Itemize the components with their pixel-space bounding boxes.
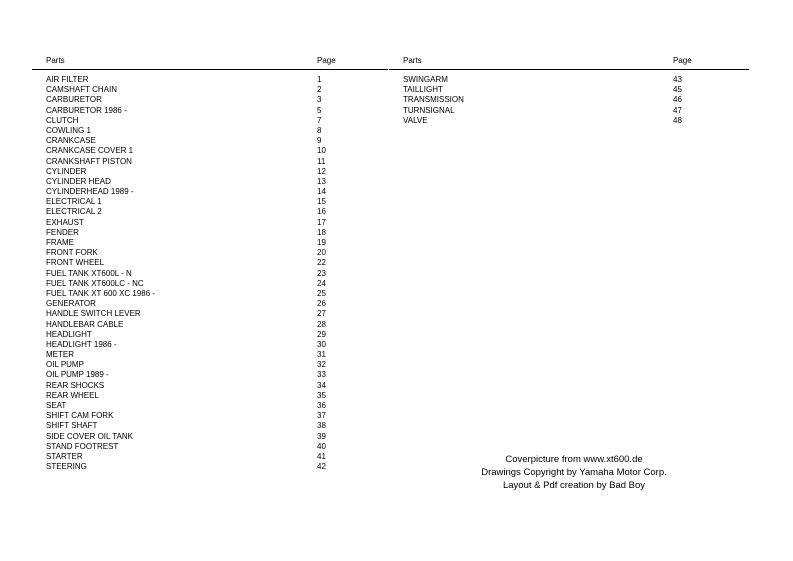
part-name[interactable]: SHIFT SHAFT (46, 421, 98, 431)
page-number[interactable]: 1 (317, 75, 322, 84)
page-number[interactable]: 25 (317, 288, 326, 298)
part-name[interactable]: HEADLIGHT (46, 329, 92, 339)
page-number[interactable]: 46 (673, 95, 682, 105)
part-name[interactable]: FENDER (46, 227, 79, 237)
page-number[interactable]: 7 (317, 115, 322, 125)
part-name[interactable]: CARBURETOR (46, 95, 102, 105)
part-name[interactable]: HANDLE SWITCH LEVER (46, 309, 141, 319)
parts-row[interactable] (32, 381, 388, 391)
parts-row[interactable] (32, 279, 388, 289)
part-name[interactable]: AIR FILTER (46, 75, 89, 84)
parts-row[interactable] (32, 370, 388, 380)
page-number[interactable]: 19 (317, 238, 326, 247)
page-number[interactable]: 45 (673, 85, 682, 95)
parts-row[interactable] (32, 462, 388, 472)
page-number[interactable]: 27 (317, 309, 326, 319)
parts-row[interactable] (32, 238, 388, 248)
part-name[interactable]: HEADLIGHT 1986 - (46, 339, 117, 349)
part-name[interactable]: STARTER (46, 451, 83, 461)
parts-row[interactable] (32, 177, 388, 187)
part-name[interactable]: CYLINDERHEAD 1989 - (46, 187, 134, 197)
parts-row[interactable] (32, 126, 388, 136)
page-number[interactable]: 8 (317, 125, 322, 135)
page-number[interactable]: 48 (673, 115, 682, 125)
part-name[interactable]: CARBURETOR 1986 - (46, 105, 127, 115)
parts-row[interactable] (32, 116, 388, 126)
part-name[interactable]: TAILLIGHT (403, 85, 443, 95)
parts-row[interactable] (32, 320, 388, 330)
page-number[interactable]: 24 (317, 278, 326, 288)
parts-row[interactable] (32, 452, 388, 462)
credits-line-cover: Coverpicture from www.xt600.de (505, 454, 643, 465)
part-name[interactable]: STAND FOOTREST (46, 441, 119, 451)
page-number[interactable]: 10 (317, 146, 326, 156)
parts-row[interactable] (32, 350, 388, 360)
part-name[interactable]: FUEL TANK XT 600 XC 1986 - (46, 288, 156, 298)
page-number[interactable]: 40 (317, 441, 326, 451)
part-name[interactable]: ELECTRICAL 2 (46, 207, 102, 217)
page-number[interactable]: 42 (317, 462, 326, 472)
parts-row[interactable] (32, 248, 388, 258)
part-name[interactable]: CRANKSHAFT PISTON (46, 156, 132, 166)
part-name[interactable]: SHIFT CAM FORK (46, 411, 114, 421)
part-name[interactable]: TURNSIGNAL (403, 105, 455, 115)
page-number[interactable]: 33 (317, 370, 326, 380)
parts-row[interactable] (32, 85, 388, 95)
parts-column-header: Parts (46, 56, 65, 65)
page-number[interactable]: 28 (317, 319, 326, 329)
page-number[interactable]: 20 (317, 248, 326, 258)
part-name[interactable]: FUEL TANK XT600LC - NC (46, 278, 144, 288)
part-name[interactable]: SEAT (46, 401, 67, 410)
part-name[interactable]: SWINGARM (403, 75, 448, 84)
part-name[interactable]: SIDE COVER OIL TANK (46, 431, 133, 441)
parts-row[interactable] (32, 167, 388, 177)
credits-line-layout: Layout & Pdf creation by Bad Boy (502, 480, 646, 491)
parts-row[interactable] (32, 207, 388, 217)
left-parts-table (32, 56, 388, 472)
page-number[interactable]: 22 (317, 258, 326, 268)
page-number[interactable]: 9 (317, 136, 322, 146)
parts-row[interactable] (32, 136, 388, 146)
parts-row[interactable] (32, 330, 388, 340)
part-name[interactable]: EXHAUST (46, 217, 84, 227)
part-name[interactable]: FRONT FORK (46, 248, 98, 258)
page-number[interactable]: 43 (673, 75, 682, 84)
part-name[interactable]: FRAME (46, 238, 74, 247)
page-number[interactable]: 35 (317, 390, 326, 400)
parts-row[interactable] (32, 157, 388, 167)
part-name[interactable]: CAMSHAFT CHAIN (46, 85, 117, 95)
parts-row[interactable] (389, 95, 749, 105)
part-name[interactable]: CLUTCH (46, 115, 79, 125)
page-number[interactable]: 2 (317, 85, 322, 95)
page-number[interactable]: 31 (317, 350, 326, 360)
parts-row[interactable] (32, 299, 388, 309)
parts-row[interactable] (32, 340, 388, 350)
page-number[interactable]: 32 (317, 360, 326, 370)
page-number[interactable]: 30 (317, 339, 326, 349)
left-table-rows (32, 75, 388, 472)
parts-row[interactable] (389, 85, 749, 95)
part-name[interactable]: COWLING 1 (46, 125, 91, 135)
right-table-rows (389, 75, 749, 126)
parts-row[interactable] (389, 75, 749, 85)
page-number[interactable]: 29 (317, 329, 326, 339)
parts-row[interactable] (32, 432, 388, 442)
part-name[interactable]: REAR SHOCKS (46, 380, 105, 390)
parts-row[interactable] (32, 197, 388, 207)
parts-row[interactable] (32, 411, 388, 421)
page-number[interactable]: 26 (317, 299, 326, 309)
credits-line-copyright: Drawings Copyright by Yamaha Motor Corp. (481, 467, 667, 478)
page-number[interactable]: 36 (317, 401, 326, 410)
left-table-header (32, 56, 388, 70)
parts-row[interactable] (32, 289, 388, 299)
parts-row[interactable] (32, 421, 388, 431)
page-number[interactable]: 12 (317, 166, 326, 176)
part-name[interactable]: REAR WHEEL (46, 390, 99, 400)
parts-row[interactable] (32, 360, 388, 370)
parts-row[interactable] (32, 401, 388, 411)
part-name[interactable]: ELECTRICAL 1 (46, 197, 102, 207)
part-name[interactable]: FRONT WHEEL (46, 258, 105, 268)
parts-column-header: Parts (403, 56, 422, 65)
right-table-header (389, 56, 749, 70)
right-parts-table (389, 56, 749, 126)
page-number[interactable]: 37 (317, 411, 326, 421)
parts-row[interactable] (32, 309, 388, 319)
parts-row[interactable] (32, 391, 388, 401)
part-name[interactable]: OIL PUMP (46, 360, 84, 370)
parts-row[interactable] (32, 95, 388, 105)
part-name[interactable]: VALVE (403, 115, 428, 125)
page-number[interactable]: 11 (317, 156, 326, 166)
page-number[interactable]: 39 (317, 431, 326, 441)
parts-row[interactable] (389, 106, 749, 116)
parts-row[interactable] (32, 75, 388, 85)
page-number[interactable]: 16 (317, 207, 326, 217)
page-number[interactable]: 5 (317, 105, 322, 115)
part-name[interactable]: HANDLEBAR CABLE (46, 319, 124, 329)
part-name[interactable]: METER (46, 350, 74, 360)
parts-row[interactable] (32, 187, 388, 197)
page-column-header: Page (317, 56, 336, 65)
parts-row[interactable] (32, 106, 388, 116)
page-number[interactable]: 41 (317, 451, 326, 461)
page-column-header: Page (673, 56, 692, 65)
parts-row[interactable] (32, 258, 388, 268)
part-name[interactable]: CRANKCASE (46, 136, 96, 146)
parts-row[interactable] (32, 269, 388, 279)
part-name[interactable]: CYLINDER HEAD (46, 176, 111, 186)
parts-row[interactable] (389, 116, 749, 126)
page-number[interactable]: 47 (673, 105, 682, 115)
parts-row[interactable] (32, 146, 388, 156)
page-number[interactable]: 15 (317, 197, 326, 207)
page-number[interactable]: 38 (317, 421, 326, 431)
parts-row[interactable] (32, 228, 388, 238)
part-name[interactable]: TRANSMISSION (403, 95, 464, 105)
page-number[interactable]: 14 (317, 187, 326, 197)
part-name[interactable]: CYLINDER (46, 166, 87, 176)
page-number[interactable]: 18 (317, 227, 326, 237)
part-name[interactable]: GENERATOR (46, 299, 96, 309)
page-number[interactable]: 34 (317, 380, 326, 390)
page-number[interactable]: 13 (317, 176, 326, 186)
page-number[interactable]: 23 (317, 268, 326, 278)
part-name[interactable]: FUEL TANK XT600L - N (46, 268, 132, 278)
parts-row[interactable] (32, 218, 388, 228)
part-name[interactable]: STEERING (46, 462, 87, 472)
page-number[interactable]: 17 (317, 217, 326, 227)
page-number[interactable]: 3 (317, 95, 322, 105)
part-name[interactable]: CRANKCASE COVER 1 (46, 146, 134, 156)
parts-row[interactable] (32, 442, 388, 452)
credits-block (460, 453, 688, 492)
part-name[interactable]: OIL PUMP 1989 - (46, 370, 109, 380)
